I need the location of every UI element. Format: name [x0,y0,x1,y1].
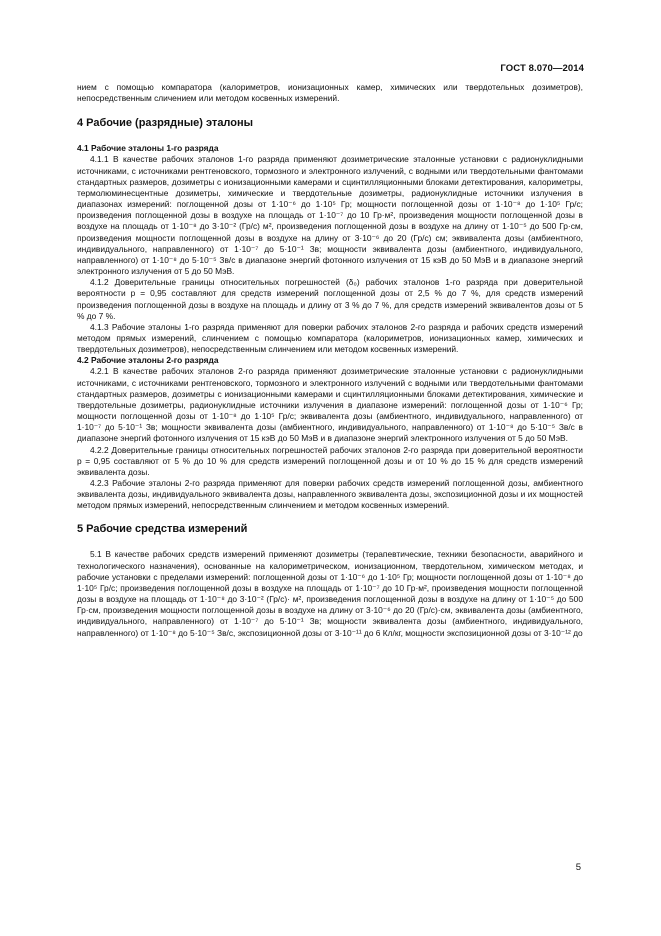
section-4-title: 4 Рабочие (разрядные) эталоны [77,117,254,130]
document-body [77,82,583,639]
paragraph-4-1-3: 4.1.3 Рабочие эталоны 1-го разряда применяют для поверки рабочих эталонов 2-го разряда и рабочих средств измерений методом прямых измерений, слинчением с помощью компаратора (калориметров, ионизационных камер, химических и твердотельных дозиметров), непосредственным слинчением или методом косвенных измерений. [77,321,583,355]
paragraph-4-2-3: 4.2.3 Рабочие эталоны 2-го разряда применяют для поверки рабочих средств измерений поглощенной дозы, амбиентного эквивалента дозы, индивидуального эквивалента дозы, направленного эквивалента дозы, экспозиционной дозы и их мощностей методом прямых измерений, непосредственным слинчением и методом косвенных измерений. [77,478,583,511]
paragraph-4-1-2: 4.1.2 Доверительные границы относительных погрешностей (δ₀) рабочих эталонов 1-го разряда при доверительной вероятности p = 0,95 составляют для средств измерений поглощенной дозы от 2,5 % до 7 %, для средств измерений произведения поглощенной дозы в воздухе на площадь и длину от 3 % до 7 %, для средств измерений эквивалентов дозы от 5 % до 7 %. [77,277,583,321]
document-code: ГОСТ 8.070—2014 [500,63,584,74]
subsection-4-1-title: 4.1 Рабочие эталоны 1-го разряда [77,143,219,154]
paragraph-5-1: 5.1 В качестве рабочих средств измерений применяют дозиметры (терапевтические, техники безопасности, аварийного и технологического назначения), основанные на калориметрическом, ионизационном, твердотельном, химическом методах, и рабочие установки с пределами измерений: поглощенной дозы от 1·10⁻⁶ до 1·10⁵ Гр; мощности поглощенной дозы от 1·10⁻⁸ до 1·10⁵ Гр/с; произведения поглощенной дозы в воздухе на площадь от 1·10⁻⁷ до 10 Гр·м², произведения мощности поглощенной дозы в воздухе на площадь от 1·10⁻⁸ до 3·10⁻² (Гр/с)· м², произведения поглощенной дозы в воздухе на длину от 1·10⁻⁵ до 500 Гр·см, произведения мощности поглощенной дозы в воздухе на длину от 3·10⁻⁶ до 20 (Гр/с)·см, эквивалента дозы (амбиентного, индивидуального, направленного) от 1·10⁻⁷ до 5·10⁻¹ Зв; мощности эквивалента дозы (амбиентного, индивидуального, направленного) от 1·10⁻⁸ до 5·10⁻⁵ Зв/с, экспозиционной дозы от 3·10⁻¹¹ до 6 Кл/кг, мощности экспозиционной дозы от 3·10⁻¹² до [77,549,583,638]
page-number: 5 [575,862,581,873]
paragraph-4-1-1: 4.1.1 В качестве рабочих эталонов 1-го разряда применяют дозиметрические эталонные установки с радионуклидными источниками, с источниками рентгеновского, тормозного и электронного излучений, с водными или твердотельными фантомами стандартных размеров, дозиметры с ионизационными камерами и сцинтилляционными блоками детектирования, калориметры, термолюминесцентные дозиметры, химические и твердотельные дозиметры, радионуклидные источники излучения в диапазонах измерений: поглощенной дозы от 1·10⁻⁶ до 1·10⁵ Гр; мощности поглощенной дозы от 1·10⁻⁸ до 1·10⁵ Гр/с; произведения поглощенной дозы в воздухе на площадь от 1·10⁻⁷ до 10 Гр·м², произведения мощности поглощенной дозы в воздухе на площадь от 1·10⁻⁸ до 3·10⁻² (Гр/с) м², произведения поглощенной дозы в воздухе на длину от 1·10⁻⁵ до 500 Гр·см, произведения мощности поглощенной дозы в воздухе на длину от 3·10⁻⁶ до 20 (Гр/с) см; эквивалента дозы (амбиентного, индивидуального, направленного) от 1·10⁻⁷ до 5·10⁻¹ Зв; мощности эквивалента дозы (амбиентного, индивидуального, направленного) от 1·10⁻⁸ до 5·10⁻⁵ Зв/с в диапазоне энергий фотонного излучения от 15 кэВ до 50 МэВ и в диапазоне энергий электронного излучения от 5 до 50 МэВ. [77,154,583,277]
section-5-title: 5 Рабочие средства измерений [77,523,248,536]
intro-paragraph: нием с помощью компаратора (калориметров, ионизационных камер, химических или твердотельных дозиметров), непосредственным сличением или методом косвенных измерений. [77,82,583,104]
subsection-4-2-title: 4.2 Рабочие эталоны 2-го разряда [77,355,219,366]
paragraph-4-2-1: 4.2.1 В качестве рабочих эталонов 2-го разряда применяют дозиметрические эталонные установки с радионуклидными источниками, с источниками рентгеновского, тормозного и электронного излучений с водными или твердотельными фантомами стандартных размеров, дозиметры с ионизационными камерами и сцинтилляционными блоками детектирования, химические и твердотельные дозиметры, радионуклидные источники излучения в диапазоне измерений: поглощенной дозы от 1·10⁻⁶ Гр; мощности поглощенной дозы от 1·10⁻⁸ до 1·10⁵ Гр/с; эквивалента дозы (амбиентного, индивидуального, направленного) от 1·10⁻⁷ до 5·10⁻¹ Зв; мощности эквивалента дозы (амбиентного, индивидуального, направленного) от 1·10⁻⁸ до 5·10⁻⁵ Зв/с в диапазоне энергий фотонного излучения от 15 кэВ до 50 МэВ и в диапазоне энергий электронного излучения от 5 до 50 МэВ. [77,366,583,444]
paragraph-4-2-2: 4.2.2 Доверительные границы относительных погрешностей рабочих эталонов 2-го разряда при доверительной вероятности p = 0,95 составляют от 5 % до 10 % для средств измерений поглощенной дозы и от 10 % до 15 % для средств измерений эквивалента дозы. [77,444,583,477]
